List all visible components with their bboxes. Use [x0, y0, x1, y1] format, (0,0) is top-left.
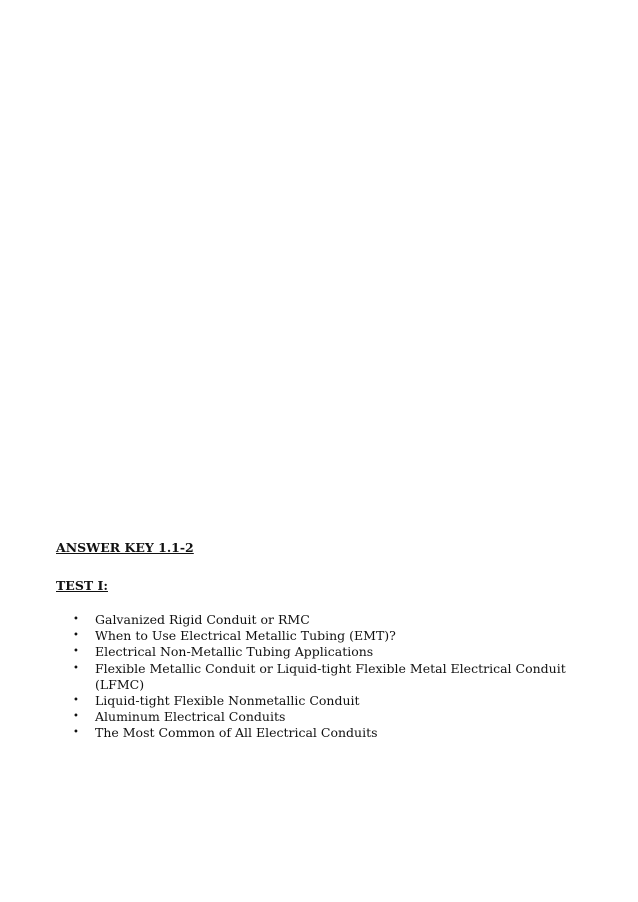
answer-text: The Most Common of All Electrical Conduits	[95, 725, 378, 741]
bullet-icon: •	[73, 662, 79, 674]
bullet-icon: •	[73, 727, 79, 739]
bullet-icon: •	[73, 646, 79, 658]
answer-text: Liquid-tight Flexible Nonmetallic Conduit	[95, 693, 360, 709]
bullet-icon: •	[73, 630, 79, 642]
list-item	[56, 725, 596, 741]
answer-text: Electrical Non-Metallic Tubing Applications	[95, 644, 374, 660]
list-item	[56, 612, 596, 628]
list-item	[56, 709, 596, 725]
answer-list	[56, 612, 596, 742]
list-item	[56, 693, 596, 709]
list-item	[56, 628, 596, 644]
test-heading: TEST I:	[56, 578, 108, 593]
list-item	[56, 644, 596, 660]
bullet-icon: •	[73, 711, 79, 723]
answer-key-heading: ANSWER KEY 1.1-2	[56, 540, 194, 555]
bullet-icon: •	[73, 614, 79, 625]
answer-text: When to Use Electrical Metallic Tubing (EMT)?	[95, 628, 396, 644]
answer-text: Aluminum Electrical Conduits	[95, 709, 286, 725]
list-item	[56, 661, 596, 693]
answer-text: Galvanized Rigid Conduit or RMC	[95, 612, 310, 627]
bullet-icon: •	[73, 695, 79, 707]
answer-text: Flexible Metallic Conduit or Liquid-tight Flexible Metal Electrical Conduit (LFMC)	[95, 660, 566, 692]
answer-key-section	[56, 540, 596, 742]
